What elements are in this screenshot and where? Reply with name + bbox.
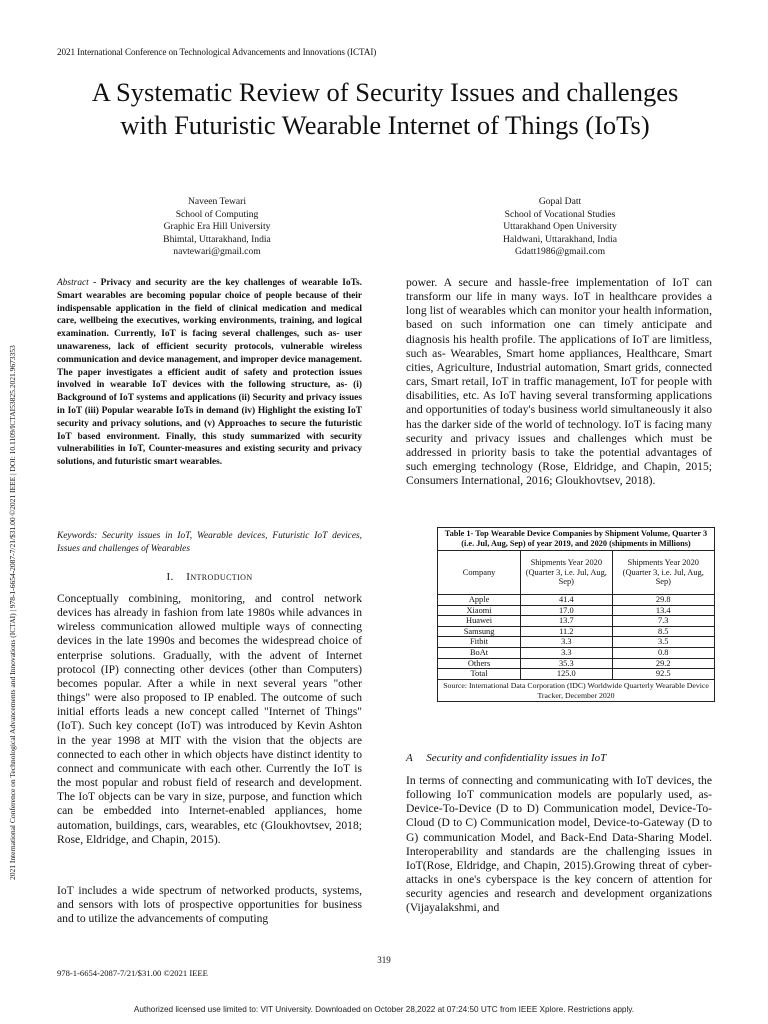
- table-header-company: Company: [438, 551, 521, 595]
- keywords: Keywords: Security issues in IoT, Wearable devices, Futuristic IoT devices, Issues and challenges of Wearables: [57, 531, 362, 554]
- table-cell: 8.5: [612, 626, 715, 637]
- table-row: [438, 647, 715, 658]
- author-email: Gdatt1986@gmail.com: [514, 246, 606, 258]
- table-cell: 13.7: [521, 616, 612, 627]
- table-cell: 41.4: [521, 595, 612, 606]
- table-cell: Others: [438, 658, 521, 669]
- table-cell: 7.3: [612, 616, 715, 627]
- right-paragraph-2: In terms of connecting and communicating with IoT devices, the following IoT communication models are popularly used, as- Device-To-Device (D to D) Communication model, Device-To-Cloud (D to C) Communication model, Device-to-Gateway (D to G) communication Model, and Back-End Data-Sharing Model. Interoperability and standards are the challenging issues in IoT(Rose, Eldridge, and Chapin, 2015).Growing threat of cyber-attacks in one's cyberspace is the key concern of attention for security agencies and research and development organizations (Vijayalakshmi, and: [406, 774, 712, 915]
- abstract-label: Abstract: [57, 278, 89, 288]
- abstract-text: - Privacy and security are the key challenges of wearable IoTs. Smart wearables are becoming popular choice of people because of their indispensable application in the field of clinical medication and medical care, wellbeing the executives, working environments, training, and logical examination. Currently, IoT is facing several challenges, such as- user unawareness, lack of efficient security protocols, vulnerable wireless communication and device management, and improper device management. The paper investigates a efficient audit of safety and protection issues involved in wearable IoT devices with the following structure, as- (i) Background of IoT systems and applications (ii) Security and privacy issues in IoT (iii) Popular wearable IoTs in demand (iv) Highlight the existing IoT security and privacy solutions, and (v) Approaches to secure the futuristic IoT based environment. Finally, this study summarized with security vulnerabilities in IoT, Counter-measures and existing security and privacy solutions, and futuristic smart wearables.: [57, 278, 362, 468]
- table-row: [438, 658, 715, 669]
- table-cell: 0.8: [612, 647, 715, 658]
- table-source: Source: International Data Corporation (IDC) Worldwide Quarterly Wearable Device Tracker, December 2020: [438, 679, 715, 702]
- intro-paragraph-2: IoT includes a wide spectrum of networked products, systems, and sensors with lots of prospective opportunities for business and to utilize the advancements of computing: [57, 884, 362, 926]
- author-email: navtewari@gmail.com: [173, 246, 261, 258]
- table-cell: 3.5: [612, 637, 715, 648]
- table-row: [438, 637, 715, 648]
- section-title: Introduction: [186, 571, 253, 583]
- table-row: [438, 669, 715, 680]
- table-cell: 3.3: [521, 647, 612, 658]
- author-univ: Uttarakhand Open University: [503, 221, 617, 233]
- table-cell: 29.2: [612, 658, 715, 669]
- page-number: 319: [377, 955, 391, 965]
- table-cell: Total: [438, 669, 521, 680]
- author-city: Haldwani, Uttarakhand, India: [502, 233, 618, 245]
- abstract: [57, 277, 362, 469]
- author-name: Naveen Tewari: [187, 196, 247, 207]
- table-cell: BoAt: [438, 647, 521, 658]
- author-dept: School of Vocational Studies: [504, 208, 616, 220]
- section-heading-introduction: [57, 571, 362, 583]
- intro-paragraph-1: Conceptually combining, monitoring, and control network devices has already in fashion from late 1980s while advances in wireless communication allowed multiple ways of connecting devices in the late 1990s and becomes the widespread choice of enterprise solutions. Gradually, with the advent of Internet protocol (IP) connecting other devices (other than Computers) becomes popular. After a while in next several years "other things" were also proposed to IP enabled. The outcome of such initial efforts leads a new concept called "Internet of Things" (IoT). Such key concept (IoT) was introduced by Kevin Ashton in the year 1998 at MIT with the vision that the objects are connected to each other in which objects have distinct identity to connect and communicate with each other. Currently the IoT is the most popular and robust field of research and development. The IoT objects can be vary in size, purpose, and function which can be embedded into Internet-enabled appliances, home automation, buildings, cars, wearables, etc (Gloukhovtsev, 2018; Rose, Eldridge, and Chapin, 2015).: [57, 592, 362, 846]
- author-block-2: [460, 196, 660, 259]
- footer-isbn: 978-1-6654-2087-7/21/$31.00 ©2021 IEEE: [57, 968, 208, 978]
- author-block-1: [117, 196, 317, 259]
- paper-title: A Systematic Review of Security Issues and challenges with Futuristic Wearable Internet of Things (IoTs): [91, 77, 679, 140]
- table-cell: Xiaomi: [438, 605, 521, 616]
- table-cell: Huawei: [438, 616, 521, 627]
- table-cell: Samsung: [438, 626, 521, 637]
- author-name: Gopal Datt: [538, 196, 582, 207]
- table-cell: 13.4: [612, 605, 715, 616]
- right-paragraph-1: power. A secure and hassle-free implementation of IoT can transform our life in many ways. IoT in healthcare provides a long list of wearables which can monitor your health information, based on such information one can timely anticipate and diagnosis his health profile. The applications of IoT are limitless, such as- Wearables, Smart home appliances, Healthcare, Smart cities, Agriculture, Industrial automation, Smart grids, connected cars, Smart retail, IoT in traffic management, IoT for people with disabilities, etc. As IoT having several transforming applications and opportunities of today's business world simultaneously it also has the darker side of the world of technology. IoT is facing many security and privacy issues and challenges which must be addressed in priority basis to take the potential advantages of such emerging technology (Rose, Eldridge, and Chapin, 2015; Consumers International, 2016; Gloukhovtsev, 2018).: [406, 276, 712, 488]
- table-cell: 35.3: [521, 658, 612, 669]
- table-header-2019: Shipments Year 2020 (Quarter 3, i.e. Jul, Aug, Sep): [612, 551, 715, 595]
- table-cell: 29.8: [612, 595, 715, 606]
- table-cell: 3.3: [521, 637, 612, 648]
- conference-header: 2021 International Conference on Technological Advancements and Innovations (ICTAI): [57, 47, 377, 57]
- table-cell: 17.0: [521, 605, 612, 616]
- author-univ: Graphic Era Hill University: [163, 221, 271, 233]
- table-cell: Fitbit: [438, 637, 521, 648]
- table-row: [438, 605, 715, 616]
- section-number: I.: [166, 571, 174, 583]
- side-doi-strip: 2021 International Conference on Technological Advancements and Innovations (ICTAI) | 978-1-6654-2087-7/21/$31.00 ©2021 IEEE | DOI: 10.1109/ICTAI53825.2021.9673353: [8, 345, 17, 880]
- shipment-table: [437, 527, 715, 702]
- table-row: [438, 626, 715, 637]
- table-row: [438, 595, 715, 606]
- author-city: Bhimtal, Uttarakhand, India: [163, 233, 271, 245]
- table-cell: 92.5: [612, 669, 715, 680]
- authorization-notice: Authorized licensed use limited to: VIT University. Downloaded on October 28,2022 at 07:24:50 UTC from IEEE Xplore. Restrictions apply.: [133, 1005, 635, 1014]
- table-caption: Table 1- Top Wearable Device Companies by Shipment Volume, Quarter 3 (i.e. Jul, Aug, Sep) of year 2019, and 2020 (shipments in Millions): [438, 528, 715, 551]
- table-row: [438, 616, 715, 627]
- table-1: [437, 527, 715, 702]
- author-dept: School of Computing: [175, 208, 259, 220]
- table-cell: 125.0: [521, 669, 612, 680]
- table-header-2020: Shipments Year 2020 (Quarter 3, i.e. Jul, Aug, Sep): [521, 551, 612, 595]
- subsection-heading-a: A Security and confidentiality issues in IoT: [406, 752, 607, 764]
- table-cell: Apple: [438, 595, 521, 606]
- table-cell: 11.2: [521, 626, 612, 637]
